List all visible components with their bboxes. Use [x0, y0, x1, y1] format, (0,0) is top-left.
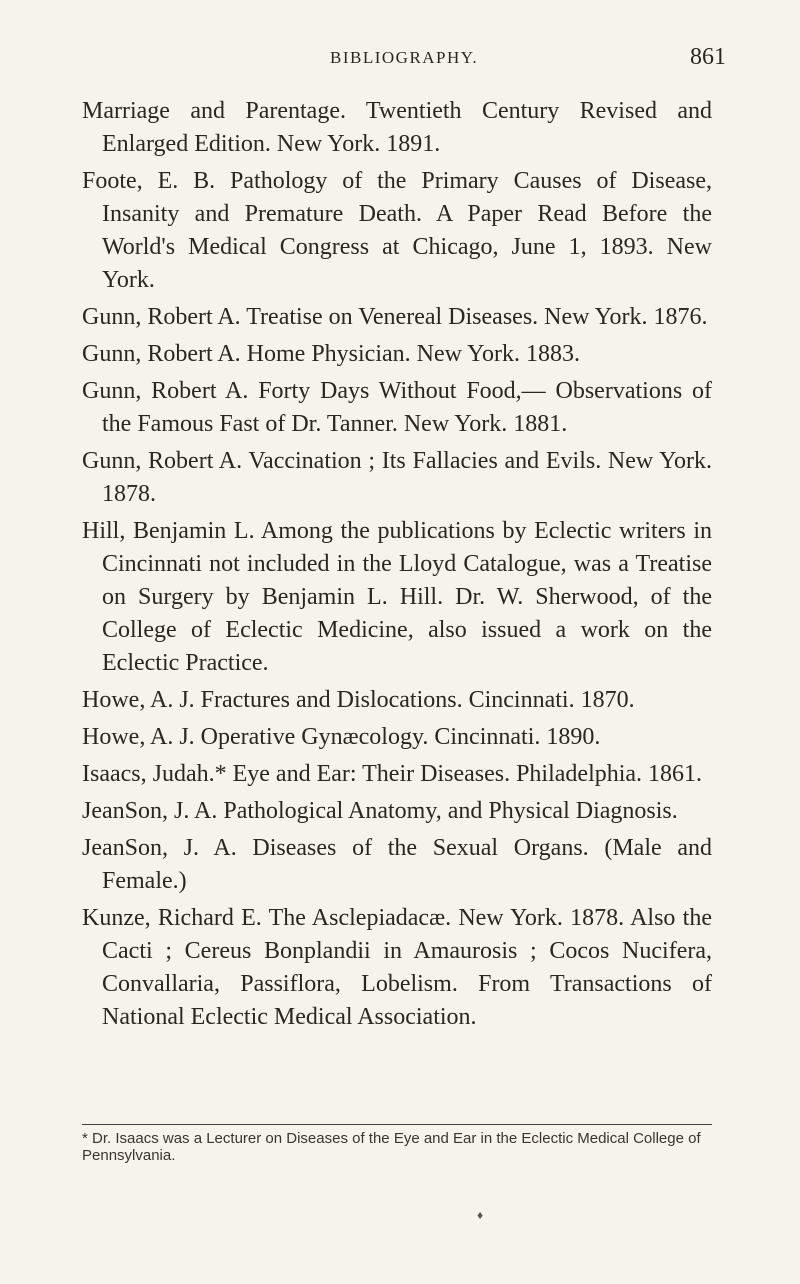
bibliography-entry: Gunn, Robert A. Forty Days Without Food,— Observations of the Famous Fast of Dr. Tanner. New York. 1881. — [82, 378, 712, 437]
running-head: BIBLIOGRAPHY. — [330, 48, 479, 67]
footnote-rule — [82, 1124, 712, 1125]
bibliography-entry: Foote, E. B. Pathology of the Primary Causes of Disease, Insanity and Premature Death. A Paper Read Before the World's Medical Congress at Chicago, June 1, 1893. New York. — [82, 168, 712, 293]
bibliography-entry: Kunze, Richard E. The Asclepiadacæ. New York. 1878. Also the Cacti ; Cereus Bonplandii in Amaurosis ; Cocos Nucifera, Convallaria, Passiflora, Lobelism. From Transactions of National Eclectic Medical Association. — [82, 905, 712, 1030]
bibliography-list — [82, 95, 712, 1038]
bibliography-entry: Gunn, Robert A. Vaccination ; Its Fallacies and Evils. New York. 1878. — [82, 448, 712, 507]
bibliography-entry: Gunn, Robert A. Home Physician. New York. 1883. — [82, 341, 580, 367]
bibliography-entry: Hill, Benjamin L. Among the publications by Eclectic writers in Cincinnati not included in the Lloyd Catalogue, was a Treatise on Surgery by Benjamin L. Hill. Dr. W. Sherwood, of the College of Eclectic Medicine, also issued a work on the Eclectic Practice. — [82, 518, 712, 676]
page-header — [0, 44, 800, 84]
footnote: * Dr. Isaacs was a Lecturer on Diseases of the Eye and Ear in the Eclectic Medical College of Pennsylvania. — [82, 1130, 701, 1164]
bibliography-entry: Isaacs, Judah.* Eye and Ear: Their Diseases. Philadelphia. 1861. — [82, 761, 703, 787]
bibliography-entry: JeanSon, J. A. Diseases of the Sexual Organs. (Male and Female.) — [82, 835, 712, 894]
bibliography-entry: Gunn, Robert A. Treatise on Venereal Diseases. New York. 1876. — [82, 304, 708, 330]
bibliography-entry: Howe, A. J. Operative Gynæcology. Cincinnati. 1890. — [82, 724, 601, 750]
printer-mark: ♦ — [477, 1208, 484, 1222]
page-number: 861 — [690, 44, 726, 70]
bibliography-entry: Howe, A. J. Fractures and Dislocations. Cincinnati. 1870. — [82, 687, 635, 713]
bibliography-entry: JeanSon, J. A. Pathological Anatomy, and Physical Diagnosis. — [82, 798, 678, 824]
bibliography-entry: Marriage and Parentage. Twentieth Century Revised and Enlarged Edition. New York. 1891. — [82, 98, 712, 157]
